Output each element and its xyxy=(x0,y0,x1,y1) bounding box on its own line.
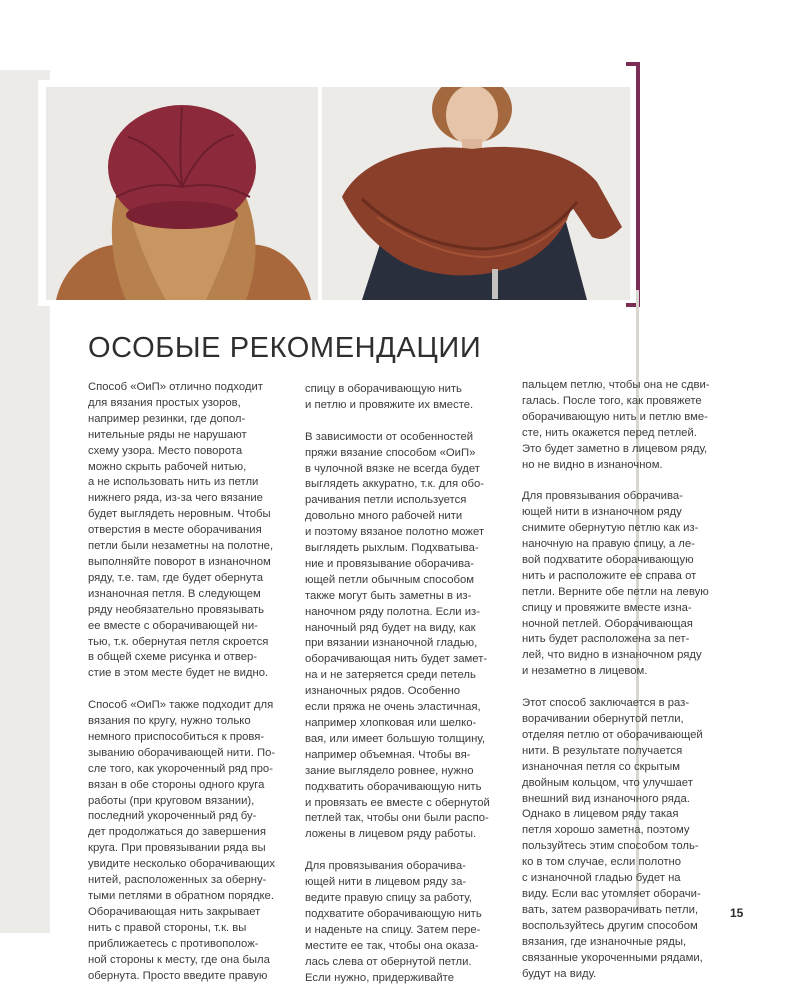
text-line: пряжи вязание способом «ОиП» xyxy=(305,446,476,459)
text-line: лей, что видно в изнаночном ряду xyxy=(522,649,702,662)
text-line: последний укороченный ряд бу- xyxy=(88,810,257,823)
text-line: ряду, т.е. там, где будет обернута xyxy=(88,571,263,584)
text-line: пальцем петлю, чтобы она не сдви- xyxy=(522,379,710,391)
text-line: выполняйте поворот в изнаночном xyxy=(88,555,271,568)
text-column-3 xyxy=(522,378,720,998)
text-line: связанные укороченными рядами, xyxy=(522,951,703,964)
paragraph xyxy=(305,859,503,986)
text-line: и наденьте на спицу. Затем пере- xyxy=(305,923,481,936)
text-line: выглядеть аккуратно, т.к. для обо- xyxy=(305,478,485,491)
text-line: петля хорошо заметна, поэтому xyxy=(522,824,690,837)
text-line: схему узора. Место поворота xyxy=(88,444,243,457)
text-line: в чулочной вязке не всегда будет xyxy=(305,462,480,475)
text-line: Это будет заметно в лицевом ряду, xyxy=(522,442,708,455)
text-line: ведите правую спицу за работу, xyxy=(305,891,472,904)
text-line: местите ее так, чтобы она оказа- xyxy=(305,939,479,952)
text-line: для вязания простых узоров, xyxy=(88,396,241,409)
text-line: будет выглядеть неровным. Чтобы xyxy=(88,508,271,521)
knitted-beret-photo xyxy=(46,87,318,300)
text-line: немного приспособиться к провя- xyxy=(88,730,265,743)
text-line: также могут быть заметны в из- xyxy=(305,589,472,602)
text-line: изнаночная петля со скрытым xyxy=(522,760,680,773)
text-line: например объемная. Чтобы вя- xyxy=(305,748,471,761)
text-line: Если нужно, придерживайте xyxy=(305,971,454,984)
text-line: подхватите оборачивающую нить xyxy=(305,907,482,920)
text-line: изнаночных рядов. Особенно xyxy=(305,685,460,698)
text-line: рачивания петли используется xyxy=(305,494,467,507)
text-line: вой подхватите оборачивающую xyxy=(522,553,694,566)
text-line: обернута. Просто введите правую xyxy=(88,969,268,982)
text-line: довольно много рабочей нити xyxy=(305,510,463,523)
paragraph xyxy=(522,696,720,982)
text-line: на и не затеряется среди петель xyxy=(305,669,476,682)
text-line: виду. Если вас утомляет оборачи- xyxy=(522,887,701,900)
text-line: снимите обернутую петлю как из- xyxy=(522,522,699,535)
text-line: пользуйтесь этим способом толь- xyxy=(522,840,699,853)
text-line: сте, нить окажется перед петлей. xyxy=(522,426,697,439)
text-line: и поэтому вязаное полотно может xyxy=(305,526,485,539)
text-line: В зависимости от особенностей xyxy=(305,430,474,443)
text-line: оборачивающая нить будет замет- xyxy=(305,653,488,666)
text-line: вязан в обе стороны одного круга xyxy=(88,778,265,791)
page-number: 15 xyxy=(730,906,744,920)
text-line: Способ «ОиП» отлично подходит xyxy=(88,381,263,393)
text-line: увидите несколько оборачивающих xyxy=(88,858,276,871)
text-line: если пряжа не очень эластичная, xyxy=(305,701,481,714)
accent-bracket xyxy=(626,62,640,307)
text-line: нить будет расположена за пет- xyxy=(522,633,690,646)
text-line: зыванию оборачивающей нити. По- xyxy=(88,746,276,759)
text-line: будут на виду. xyxy=(522,967,597,980)
text-line: наночном ряду полотна. Если из- xyxy=(305,605,480,618)
text-line: Для провязывания оборачива- xyxy=(522,490,683,503)
text-line: ние и провязывание оборачива- xyxy=(305,557,474,570)
text-line: ко в том случае, если полотно xyxy=(522,856,682,869)
text-line: а не использовать нить из петли xyxy=(88,476,259,489)
text-line: ной стороны к месту, где она была xyxy=(88,953,270,966)
text-line: но не видно в изнаночном. xyxy=(522,458,663,471)
text-line: дет продолжаться до завершения xyxy=(88,826,266,839)
paragraph xyxy=(305,430,503,844)
text-line: ряду необязательно провязывать xyxy=(88,603,265,616)
knitted-shawl-photo xyxy=(322,87,630,300)
text-line: нительные ряды не нарушают xyxy=(88,428,247,441)
text-line: в общей схеме рисунка и отвер- xyxy=(88,651,258,664)
text-line: вая, или имеет большую толщину, xyxy=(305,732,485,745)
text-line: ложены в лицевом ряду работы. xyxy=(305,828,477,841)
text-line: петли. Верните обе петли на левую xyxy=(522,585,709,598)
text-line: и незаметно в лицевом. xyxy=(522,665,648,678)
text-line: можно скрыть рабочей нитью, xyxy=(88,460,247,473)
text-line: вязания по кругу, нужно только xyxy=(88,715,251,728)
text-line: например хлопковая или шелко- xyxy=(305,717,477,730)
text-line: тью, т.к. обернутая петля скроется xyxy=(88,635,269,648)
text-line: зание выглядело ровнее, нужно xyxy=(305,764,474,777)
text-line: лась слева от обернутой петли. xyxy=(305,955,472,968)
text-line: петли были незаметны на полотне, xyxy=(88,540,274,553)
text-line: вязания, где изнаночные ряды, xyxy=(522,935,687,948)
text-line: ющей нити в изнаночном ряду xyxy=(522,506,682,519)
text-line: при вязании изнаночной гладью, xyxy=(305,637,478,650)
text-line: спицу в оборачивающую нить xyxy=(305,383,462,395)
text-line: Этот способ заключается в раз- xyxy=(522,697,690,710)
paragraph xyxy=(88,698,286,984)
text-line: выглядеть рыхлым. Подхватыва- xyxy=(305,542,479,555)
text-line: нити. В результате получается xyxy=(522,744,683,757)
text-line: работы (при круговом вязании), xyxy=(88,794,255,807)
text-line: спицу и провяжите вместе изна- xyxy=(522,601,692,614)
text-line: наночный ряд будет на виду, как xyxy=(305,621,476,634)
text-line: вать, затем разворачивать петли, xyxy=(522,903,699,916)
text-line: ющей петли обычным способом xyxy=(305,573,475,586)
text-line: ее вместе с оборачивающей ни- xyxy=(88,619,258,632)
text-line: с изнаночной гладью будет на xyxy=(522,872,681,885)
text-line: тыми петлями в обратном порядке. xyxy=(88,889,274,902)
text-line: ворачивании обернутой петли, xyxy=(522,713,684,725)
text-line: отделяя петлю от оборачивающей xyxy=(522,728,703,741)
text-column-2 xyxy=(305,382,503,1002)
text-line: нить с правой стороны, т.к. вы xyxy=(88,921,247,934)
text-line: ющей нити в лицевом ряду за- xyxy=(305,876,467,889)
text-line: подхватить оборачивающую нить xyxy=(305,780,482,793)
text-column-1 xyxy=(88,380,286,1000)
text-line: петлей так, чтобы они были распо- xyxy=(305,812,489,825)
text-line: нитей, расположенных за оберну- xyxy=(88,874,267,887)
paragraph xyxy=(522,378,720,473)
text-line: оборачивающую нить и петлю вме- xyxy=(522,410,708,423)
text-line: круга. При провязывании ряда вы xyxy=(88,842,266,855)
text-line: Однако в лицевом ряду такая xyxy=(522,808,679,821)
text-line: и петлю и провяжите их вместе. xyxy=(305,398,474,411)
text-line: и провязать ее вместе с обернутой xyxy=(305,796,490,809)
text-line: Оборачивающая нить закрывает xyxy=(88,905,261,918)
page-heading: ОСОБЫЕ РЕКОМЕНДАЦИИ xyxy=(88,332,482,364)
text-line: сле того, как укороченный ряд про- xyxy=(88,762,273,775)
text-line: нижнего ряда, из-за чего вязание xyxy=(88,492,263,505)
text-line: стие в этом месте будет не видно. xyxy=(88,667,269,680)
text-line: галась. После того, как провяжете xyxy=(522,394,702,407)
text-line: отверстия в месте оборачивания xyxy=(88,524,262,537)
paragraph xyxy=(88,380,286,682)
text-line: Способ «ОиП» также подходит для xyxy=(88,699,274,712)
text-line: наночную на правую спицу, а ле- xyxy=(522,538,695,551)
text-line: ночной петлей. Оборачивающая xyxy=(522,617,693,630)
text-line: изнаночная петля. В следующем xyxy=(88,587,261,600)
text-line: Для провязывания оборачива- xyxy=(305,860,466,873)
text-line: нить и расположите ее справа от xyxy=(522,569,697,582)
text-line: двойным кольцом, что улучшает xyxy=(522,776,693,789)
text-line: приближаетесь с противополож- xyxy=(88,937,259,950)
paragraph xyxy=(305,382,503,414)
text-line: внешний вид изнаночного ряда. xyxy=(522,792,690,805)
text-line: например резинки, где допол- xyxy=(88,412,246,425)
text-line: воспользуйтесь другим способом xyxy=(522,919,698,932)
paragraph xyxy=(522,489,720,680)
